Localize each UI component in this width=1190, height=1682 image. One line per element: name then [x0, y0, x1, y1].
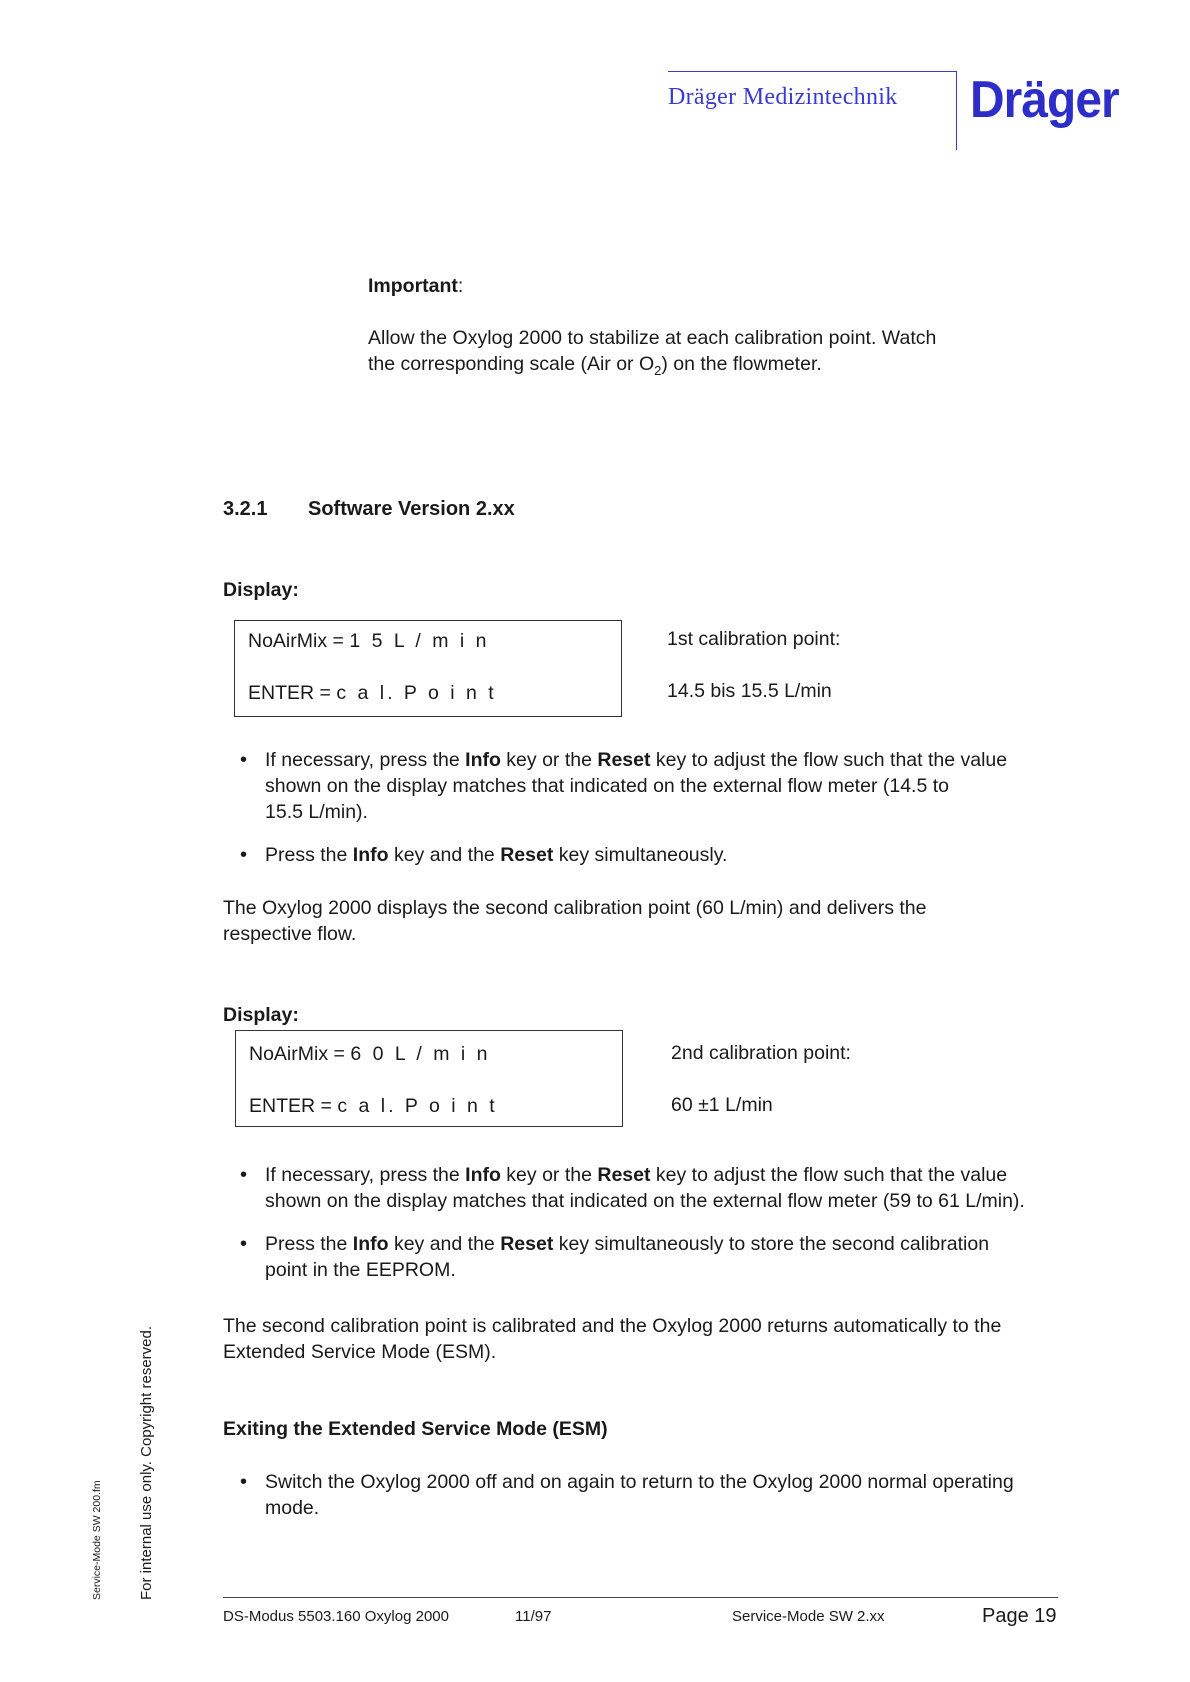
footer-mode: Service-Mode SW 2.xx — [732, 1608, 885, 1625]
display-2-line-1 — [249, 1041, 490, 1067]
calibration-point-1-label: 1st calibration point: — [667, 628, 841, 650]
bullet-line: shown on the display matches that indicated on the external flow meter (14.5 to — [265, 775, 949, 797]
important-colon: : — [457, 275, 464, 297]
calibration-point-2-label: 2nd calibration point: — [671, 1042, 851, 1064]
reset-key: Reset — [500, 1233, 554, 1255]
bullet-adjust-flow-1: If necessary, press the Info key or the Reset key to adjust the flow such that the value shown on the display matches that indicated on the external flow meter (14.5 to 15.5 L/min). — [265, 747, 1065, 825]
bullet-adjust-flow-2: If necessary, press the Info key or the Reset key to adjust the flow such that the value shown on the display matches that indicated on the external flow meter (59 to 61 L/min). — [265, 1162, 1075, 1214]
bullet-icon: • — [240, 749, 248, 771]
page-number: Page 19 — [982, 1605, 1057, 1627]
calibration-point-1-range: 14.5 bis 15.5 L/min — [667, 680, 832, 702]
info-key: Info — [352, 844, 389, 866]
display-2-label: Display: — [223, 1004, 299, 1026]
bullet-line: Switch the Oxylog 2000 off and on again to return to the Oxylog 2000 normal operating — [265, 1471, 1014, 1493]
paragraph-1-line-2: respective flow. — [223, 923, 357, 945]
display-2-field-2: ENTER = — [249, 1095, 338, 1117]
display-1-field-1: NoAirMix = — [248, 630, 350, 652]
section-number: 3.2.1 — [223, 498, 268, 520]
bullet-line: point in the EEPROM. — [265, 1259, 456, 1281]
bullet-icon: • — [240, 1471, 248, 1493]
important-heading — [368, 273, 463, 299]
info-key: Info — [352, 1233, 389, 1255]
header-divider — [956, 71, 957, 150]
bullet-line: 15.5 L/min). — [265, 801, 368, 823]
bullet-icon: • — [240, 1164, 248, 1186]
bullet-icon: • — [240, 1233, 248, 1255]
bullet-line: mode. — [265, 1497, 320, 1519]
company-name: Dräger Medizintechnik — [668, 84, 898, 110]
display-2-line-2 — [249, 1093, 498, 1119]
paragraph-2-line-2: Extended Service Mode (ESM). — [223, 1341, 497, 1363]
footer-doc-id: DS-Modus 5503.160 Oxylog 2000 — [223, 1608, 449, 1625]
footer-date: 11/97 — [515, 1608, 552, 1625]
important-line-2 — [368, 351, 822, 377]
copyright-notice: For internal use only. Copyright reserved. — [138, 1325, 155, 1600]
display-1-value-1: 1 5 L / m i n — [349, 630, 490, 652]
calibration-point-2-range: 60 ±1 L/min — [671, 1094, 773, 1116]
info-key: Info — [465, 749, 501, 771]
display-1-value-2: c a l. P o i n t — [336, 682, 497, 704]
display-2-value-1: 6 0 L / m i n — [350, 1043, 491, 1065]
bullet-line: shown on the display matches that indicated on the external flow meter (59 to 61 L/min). — [265, 1190, 1025, 1212]
reset-key: Reset — [597, 1164, 651, 1186]
bullet-exit-esm — [265, 1469, 1075, 1521]
display-1-line-1 — [248, 628, 489, 654]
paragraph-2-line-1: The second calibration point is calibrated and the Oxylog 2000 returns automatically to the — [223, 1315, 1002, 1337]
display-1-label: Display: — [223, 579, 299, 601]
display-1-field-2: ENTER = — [248, 682, 337, 704]
important-line-2-end: ) on the flowmeter. — [661, 353, 822, 375]
important-label: Important — [368, 275, 458, 297]
reset-key: Reset — [500, 844, 554, 866]
important-line-1: Allow the Oxylog 2000 to stabilize at each calibration point. Watch — [368, 327, 937, 349]
paragraph-1-line-1: The Oxylog 2000 displays the second calibration point (60 L/min) and delivers the — [223, 897, 927, 919]
display-1-line-2 — [248, 680, 497, 706]
header-rule — [668, 71, 957, 72]
file-name: Service-Mode SW 200.fm — [91, 1480, 103, 1600]
info-key: Info — [465, 1164, 501, 1186]
display-2-value-2: c a l. P o i n t — [337, 1095, 498, 1117]
o2-subscript: 2 — [654, 363, 662, 378]
bullet-store-calibration: Press the Info key and the Reset key simultaneously to store the second calibration point in the EEPROM. — [265, 1231, 1065, 1283]
reset-key: Reset — [597, 749, 651, 771]
bullet-icon: • — [240, 844, 248, 866]
drager-logo: Dräger — [970, 71, 1119, 129]
footer-rule — [223, 1597, 1058, 1598]
important-line-2-text: the corresponding scale (Air or O — [368, 353, 655, 375]
bullet-press-keys-1: Press the Info key and the Reset key simultaneously. — [265, 844, 728, 866]
section-title: Software Version 2.xx — [308, 498, 515, 520]
display-2-field-1: NoAirMix = — [249, 1043, 351, 1065]
exit-heading: Exiting the Extended Service Mode (ESM) — [223, 1418, 608, 1440]
